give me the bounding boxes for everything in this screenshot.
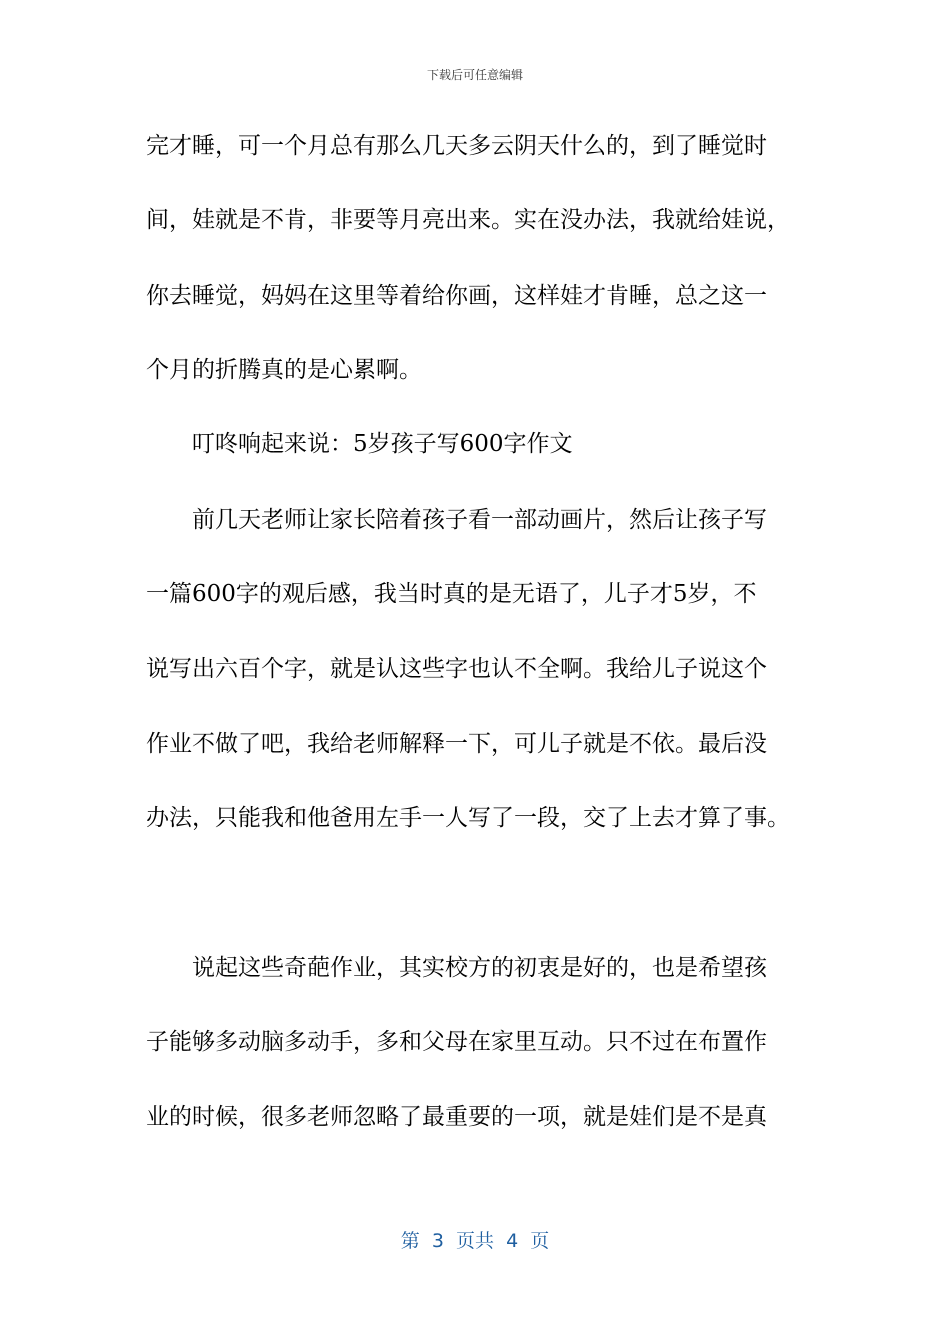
text-line: 完才睡，可一个月总有那么几天多云阴天什么的，到了睡觉时	[146, 133, 767, 159]
page-number-footer: 第 3 页共 4 页	[400, 1230, 550, 1252]
text-line: 办法，只能我和他爸用左手一人写了一段，交了上去才算了事。	[146, 805, 790, 831]
section-heading: 叮咚响起来说：5岁孩子写600字作文	[192, 431, 573, 457]
text-line: 子能够多动脑多动手，多和父母在家里互动。只不过在布置作	[146, 1029, 767, 1055]
text-line: 你去睡觉，妈妈在这里等着给你画，这样娃才肯睡，总之这一	[146, 283, 767, 309]
text-line: 间，娃就是不肯，非要等月亮出来。实在没办法，我就给娃说，	[146, 207, 790, 233]
text-line: 说写出六百个字，就是认这些字也认不全啊。我给儿子说这个	[146, 656, 767, 682]
text-line: 说起这些奇葩作业，其实校方的初衷是好的，也是希望孩	[192, 955, 767, 981]
text-line: 业的时候，很多老师忽略了最重要的一项，就是娃们是不是真	[146, 1104, 767, 1130]
text-line: 前几天老师让家长陪着孩子看一部动画片，然后让孩子写	[192, 507, 767, 533]
text-line: 个月的折腾真的是心累啊。	[146, 357, 422, 383]
text-line: 一篇600字的观后感，我当时真的是无语了，儿子才5岁，不	[146, 581, 757, 607]
page-header: 下载后可任意编辑	[426, 68, 523, 82]
text-line: 作业不做了吧，我给老师解释一下，可儿子就是不依。最后没	[146, 731, 767, 757]
